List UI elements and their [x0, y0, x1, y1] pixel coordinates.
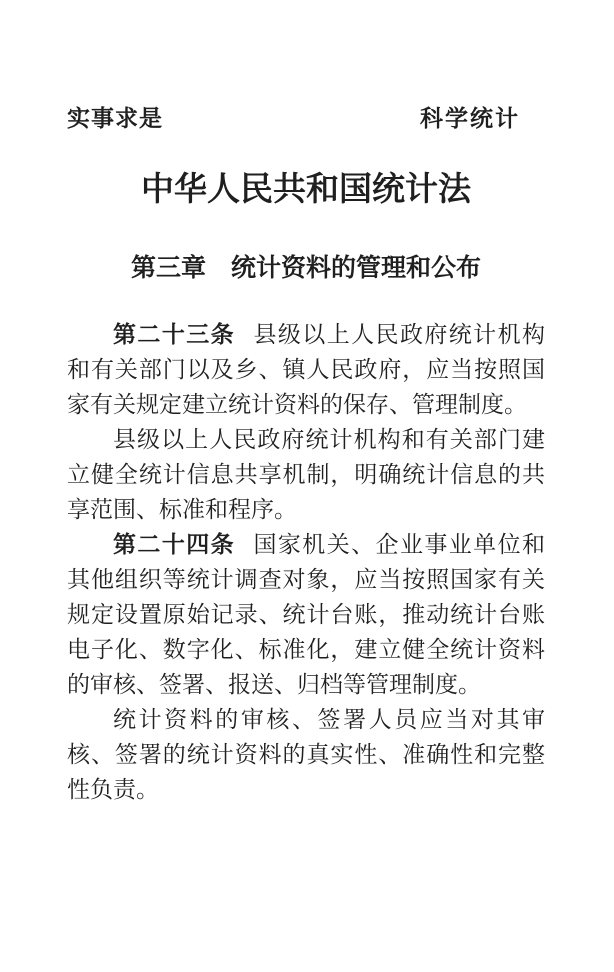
chapter-heading: 第三章 统计资料的管理和公布 — [130, 255, 481, 282]
law-paragraph-article-23 — [67, 317, 545, 422]
article-24-clause-2-text: 统计资料的审核、签署人员应当对其审核、签署的统计资料的真实性、准确性和完整性负责。 — [67, 707, 545, 802]
header-motto-right: 科学统计 — [420, 106, 520, 131]
document-title: 中华人民共和国统计法 — [141, 172, 471, 208]
article-23-number: 第二十三条 — [113, 322, 236, 347]
law-paragraph-article-24 — [67, 527, 545, 702]
article-23-text: 县级以上人民政府统计机构和有关部门以及乡、镇人民政府，应当按照国家有关规定建立统计资料的保存、管理制度。 — [67, 322, 546, 417]
article-24-text: 国家机关、企业事业单位和其他组织等统计调查对象，应当按照国家有关规定设置原始记录、统计台账，推动统计台账电子化、数字化、标准化，建立健全统计资料的审核、签署、报送、归档等管理制度。 — [67, 532, 546, 697]
law-paragraph-article-23-clause-2 — [67, 422, 545, 527]
law-paragraph-article-24-clause-2 — [67, 702, 545, 807]
article-23-clause-2-text: 县级以上人民政府统计机构和有关部门建立健全统计信息共享机制，明确统计信息的共享范围、标准和程序。 — [67, 427, 545, 522]
document-body — [67, 317, 545, 807]
article-24-number: 第二十四条 — [113, 532, 236, 557]
header-motto-left: 实事求是 — [67, 106, 163, 131]
page-header — [67, 104, 545, 134]
